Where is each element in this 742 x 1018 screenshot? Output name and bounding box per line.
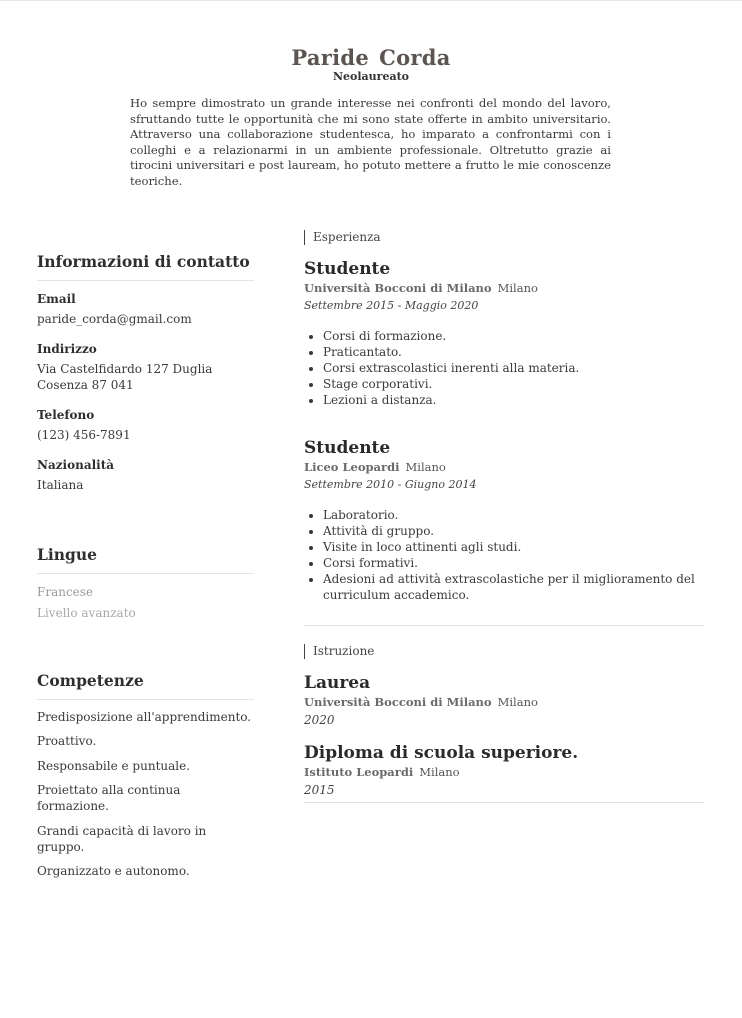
- degree-title: Laurea: [304, 673, 371, 693]
- graduation-year: 2015: [304, 783, 335, 797]
- employer-city: Milano: [405, 460, 446, 474]
- school-name: Istituto Leopardi: [304, 765, 414, 779]
- candidate-name: [0, 46, 742, 70]
- job-dates: Settembre 2015 - Maggio 2020: [304, 299, 479, 312]
- job-bullet: • Laboratorio.: [323, 507, 704, 523]
- languages-section: [37, 545, 254, 621]
- experience-entry: [304, 259, 704, 408]
- school-name: Università Bocconi di Milano: [304, 695, 492, 709]
- education-entry: [304, 743, 704, 797]
- job-bullet: • Corsi di formazione.: [323, 328, 704, 344]
- school: [304, 694, 704, 710]
- skill-item: Grandi capacità di lavoro in gruppo.: [37, 823, 207, 854]
- skill-item: Organizzato e autonomo.: [37, 864, 190, 878]
- top-border: [0, 0, 742, 1]
- address-label: Indirizzo: [37, 342, 97, 356]
- section-divider: [304, 802, 704, 803]
- job-bullet: • Adesioni ad attività extrascolastiche per il miglioramento del curriculum accademico.: [323, 571, 704, 603]
- school: [304, 764, 704, 780]
- language-level: Livello avanzato: [37, 606, 136, 620]
- job-title: Studente: [304, 259, 391, 279]
- email-label: Email: [37, 292, 76, 306]
- graduation-year: 2020: [304, 713, 335, 727]
- experience-section-title: Esperienza: [304, 230, 704, 245]
- job-bullet: • Corsi formativi.: [323, 555, 704, 571]
- candidate-headline: Neolaureato: [332, 70, 410, 83]
- education-section-title: Istruzione: [304, 644, 704, 659]
- skill-item: Responsabile e puntuale.: [37, 758, 191, 773]
- last-name: Corda: [379, 45, 451, 70]
- job-title: Studente: [304, 438, 391, 458]
- job-employer: [304, 459, 704, 475]
- contact-section: [37, 291, 254, 493]
- education-section: [304, 625, 704, 803]
- languages-section-title: Lingue: [37, 545, 254, 574]
- email-value[interactable]: paride_corda@gmail.com: [37, 312, 192, 326]
- skill-item: Predisposizione all'apprendimento.: [37, 709, 252, 724]
- language-name: Francese: [37, 585, 94, 599]
- degree-title: Diploma di scuola superiore.: [304, 743, 579, 763]
- job-dates: Settembre 2010 - Giugno 2014: [304, 478, 477, 491]
- employer-name: Liceo Leopardi: [304, 460, 400, 474]
- school-city: Milano: [497, 695, 538, 709]
- job-bullet: • Lezioni a distanza.: [323, 392, 704, 408]
- education-entry: [304, 673, 704, 727]
- profile-summary: Ho sempre dimostrato un grande interesse nei confronti del mondo del lavoro, sfruttando tutte le opportunità che mi sono state offerte in ambito universitario. Attraverso una collaborazione studentesca, ho imparato a confrontarmi con i colleghi e a relazionarmi in un ambiente professionale. Oltretutto grazie ai tirocini universitari e post lauream, ho potuto mettere a frutto le mie conoscenze teoriche.: [130, 96, 611, 188]
- job-bullet: • Stage corporativi.: [323, 376, 704, 392]
- first-name: Paride: [291, 45, 370, 70]
- job-bullets: [304, 328, 704, 408]
- job-bullet: • Visite in loco attinenti agli studi.: [323, 539, 704, 555]
- employer-name: Università Bocconi di Milano: [304, 281, 492, 295]
- skill-item: Proiettato alla continua formazione.: [37, 783, 181, 813]
- job-bullet: • Praticantato.: [323, 344, 704, 360]
- contact-section-title: Informazioni di contatto: [37, 252, 254, 281]
- skill-item: Proattivo.: [37, 734, 97, 748]
- job-bullet: • Attività di gruppo.: [323, 523, 704, 539]
- phone-value[interactable]: (123) 456-7891: [37, 428, 131, 442]
- school-city: Milano: [419, 765, 460, 779]
- resume-header: [0, 46, 742, 83]
- skills-section-title: Competenze: [37, 671, 254, 700]
- job-bullets: [304, 507, 704, 603]
- phone-label: Telefono: [37, 408, 95, 422]
- employer-city: Milano: [497, 281, 538, 295]
- job-employer: [304, 280, 704, 296]
- nationality-value: Italiana: [37, 478, 84, 492]
- address-value: Via Castelfidardo 127 Duglia Cosenza 87 041: [37, 362, 213, 392]
- job-bullet: • Corsi extrascolastici inerenti alla materia.: [323, 360, 704, 376]
- left-column: [37, 252, 254, 879]
- nationality-label: Nazionalità: [37, 458, 115, 472]
- right-column: [304, 230, 704, 803]
- experience-entry: [304, 438, 704, 603]
- skills-section: [37, 671, 254, 879]
